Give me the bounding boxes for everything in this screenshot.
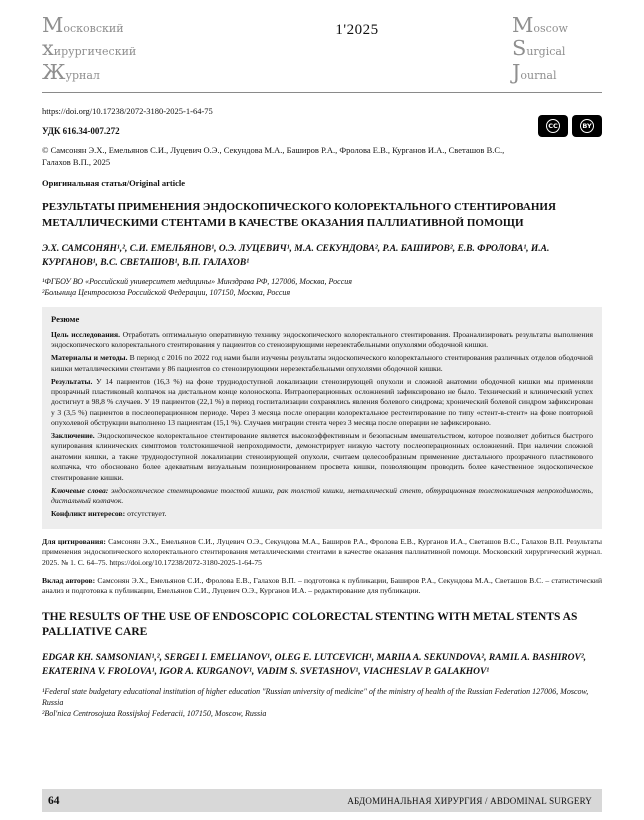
keywords-label: Ключевые слова: <box>51 485 109 495</box>
by-icon: BY <box>580 119 594 133</box>
abstract-results-label: Результаты. <box>51 376 93 386</box>
article-meta <box>42 101 602 188</box>
issue-number: 1'2025 <box>335 22 379 38</box>
cc-icon: CC <box>546 119 560 133</box>
abstract-aim-text: Отработать оптимальную оперативную технику эндоскопического колоректального стентирования. Проанализировать результаты выполнения эндоскопического колоректального стентирования у пациентов со стенозирующими нерезектабельными опухолями ободочной кишки. <box>51 330 593 350</box>
abstract-results-text: У 14 пациентов (16,3 %) на фоне труднодоступной локализации стенозирующей опухоли и сложной анатомии ободочной кишки мы применяли прозрачный пластиковый колпачок на дистальном конце колоноскопа. Интраоперационных осложнений зафиксировано не было. Технический и клинический успех достигнут в 98,8 % случаев. У 19 пациентов (22,1 %) в период госпитализации сохранялись явления болевого синдрома; хронический болевой синдром зафиксирован у 3 (3,5 %) пациентов в послеоперационном периоде. Через 3 месяца после операции колоректальное рестентирование по типу «стент-в-стент» на фоне повторной опухолевой обструкции выполнено 13 пациентам (15,1 %). Случаев миграции стента через 3 месяца после операции не зафиксировано. <box>51 376 593 428</box>
header-divider <box>42 92 602 93</box>
license-badges <box>538 115 602 137</box>
conflict-of-interest <box>51 509 593 519</box>
journal-header <box>42 14 602 84</box>
authors-en: EDGAR KH. SAMSONIAN¹,², SERGEI I. EMELIANOV¹, OLEG E. LUTCEVICH¹, MARIIA A. SEKUNDOVA², RAMIL A. BASHIROV², EKATERINA V. FROLOVA¹, IGOR A. KURGANOV¹, VADIM S. SVETASHOV¹, VIACHESLAV P. GALAKHOV¹ <box>42 652 587 677</box>
citation-block <box>42 537 602 568</box>
abstract-conclusion <box>51 431 593 483</box>
abstract-methods-text: В период с 2016 по 2022 год нами были изучены результаты эндоскопического колоректального стентирования различных отделов ободочной кишки металлическими стентами у 86 пациентов со стенозирующими нерезектабельными опухолями ободочной кишки. <box>51 353 593 373</box>
logo-ru-line1: Московский <box>42 13 124 37</box>
page-number: 64 <box>48 794 60 807</box>
contribution-text: Самсонян Э.Х., Емельянов С.И., Фролова Е.В., Галахов В.П. – подготовка к публикации, Баширов Р.А., Секундова М.А., Светашов В.С. – статистический анализ и подготовка к публикации, Емельянов С.И., Луцевич О.Э., Курганов И.А. – редактирование для публикации. <box>42 575 603 596</box>
article-title-en: THE RESULTS OF THE USE OF ENDOSCOPIC COLORECTAL STENTING WITH METAL STENTS AS PALLIATIVE CARE <box>42 610 578 639</box>
doi-link[interactable]: https://doi.org/10.17238/2072-3180-2025-1-64-75 <box>42 106 213 117</box>
keywords <box>51 486 593 507</box>
affiliation-ru-1: ¹ФГБОУ ВО «Российский университет медицины» Минздрава РФ, 127006, Москва, Россия <box>42 276 352 286</box>
abstract-conclusion-text: Эндоскопическое колоректальное стентирование является высокоэффективным и безопасным вмешательством, которое позволяет добиться быстрого купирования клинических симптомов толстокишечной непроходимости, демонстрирует низкую частоту послеоперационных осложнений. При наличии сложной анатомии кишки, а также труднодоступной локализации стенозирующей опухоли, считаем целесообразным применение дистального прозрачного пластикового колпачка, что обосновано более адекватным визуальным позиционированием просвета кишки, позволяющим проводить более качественное эндоскопическое стентирование кишки. <box>51 431 593 482</box>
affiliation-ru-2: ²Больница Центросоюза Российской Федерации, 107150, Москва, Россия <box>42 288 291 298</box>
contribution-block <box>42 576 602 597</box>
contribution-label: Вклад авторов: <box>42 575 96 585</box>
cc-license-icon[interactable] <box>538 115 568 137</box>
journal-logo-en <box>512 14 602 84</box>
affiliations-en <box>42 686 602 719</box>
copyright-line: © Самсонян Э.Х., Емельянов С.И., Луцевич О.Э., Секундова М.А., Баширов Р.А., Фролова Е.В., Курганов И.А., Светашов В.С., Галахов В.П., 2025 <box>42 145 505 168</box>
authors-ru: Э.Х. САМСОНЯН¹,², С.И. ЕМЕЛЬЯНОВ¹, О.Э. ЛУЦЕВИЧ¹, М.А. СЕКУНДОВА², Р.А. БАШИРОВ², Е.В. ФРОЛОВА¹, И.А. КУРГАНОВ¹, В.С. СВЕТАШОВ¹, В.П. ГАЛАХОВ¹ <box>42 244 550 269</box>
keywords-text: эндоскопическое стентирование толстой кишки, рак толстой кишки, металлический стент, обтурационная толстокишечная непроходимость, дистальный колпачок. <box>51 485 594 505</box>
affiliation-en-2: ²Bol'nica Centrosojuza Rossijskoj Federacii, 107150, Moscow, Russia <box>42 709 267 719</box>
article-title-ru: РЕЗУЛЬТАТЫ ПРИМЕНЕНИЯ ЭНДОСКОПИЧЕСКОГО КОЛОРЕКТАЛЬНОГО СТЕНТИРОВАНИЯ МЕТАЛЛИЧЕСКИМИ СТЕНТАМИ В КАЧЕСТВЕ ОКАЗАНИЯ ПАЛЛИАТИВНОЙ ПОМОЩИ <box>42 201 556 229</box>
udk-code: УДК 616.34-007.272 <box>42 126 120 137</box>
page-footer <box>42 789 602 812</box>
citation-label: Для цитирования: <box>42 536 106 546</box>
article-type-label: Оригинальная статья/Original article <box>42 178 186 188</box>
logo-en-line1: Moscow <box>512 13 568 37</box>
abstract-aim <box>51 330 593 351</box>
logo-en-line2: Surgical <box>512 36 566 61</box>
abstract-box <box>42 307 602 528</box>
journal-section-title: АБДОМИНАЛЬНАЯ ХИРУРГИЯ / ABDOMINAL SURGERY <box>347 795 592 806</box>
logo-ru-line3: Журнал <box>42 59 100 84</box>
affiliation-en-1: ¹Federal state budgetary educational institution of higher education "Russian university of medicine" of the ministry of health of the Russian Federation 127006, Moscow, Russia <box>42 687 589 708</box>
abstract-heading: Резюме <box>51 314 80 325</box>
journal-logo-ru <box>42 14 202 84</box>
abstract-aim-label: Цель исследования. <box>51 330 120 340</box>
abstract-conclusion-label: Заключение. <box>51 431 95 441</box>
abstract-results <box>51 377 593 429</box>
logo-ru-line2: хирургический <box>42 36 137 61</box>
conflict-label: Конфликт интересов: <box>51 508 126 518</box>
abstract-methods <box>51 353 593 374</box>
logo-en-line3: Journal <box>512 59 557 84</box>
conflict-text: отсутствует. <box>127 508 167 518</box>
cc-by-license-icon[interactable] <box>572 115 602 137</box>
citation-text: Самсонян Э.Х., Емельянов С.И., Луцевич О.Э., Секундова М.А., Баширов Р.А., Фролова Е.В., Курганов И.А., Светашов В.С., Галахов В.П. Результаты применения эндоскопического колоректального стентирования металлическими стентами в качестве оказания паллиативной помощи. Московский хирургический журнал. 2025. № 1. С. 64–75. https://doi.org/10.17238/2072-3180-2025-1-64-75 <box>42 536 602 567</box>
abstract-methods-label: Материалы и методы. <box>51 353 128 363</box>
affiliations-ru <box>42 276 602 299</box>
